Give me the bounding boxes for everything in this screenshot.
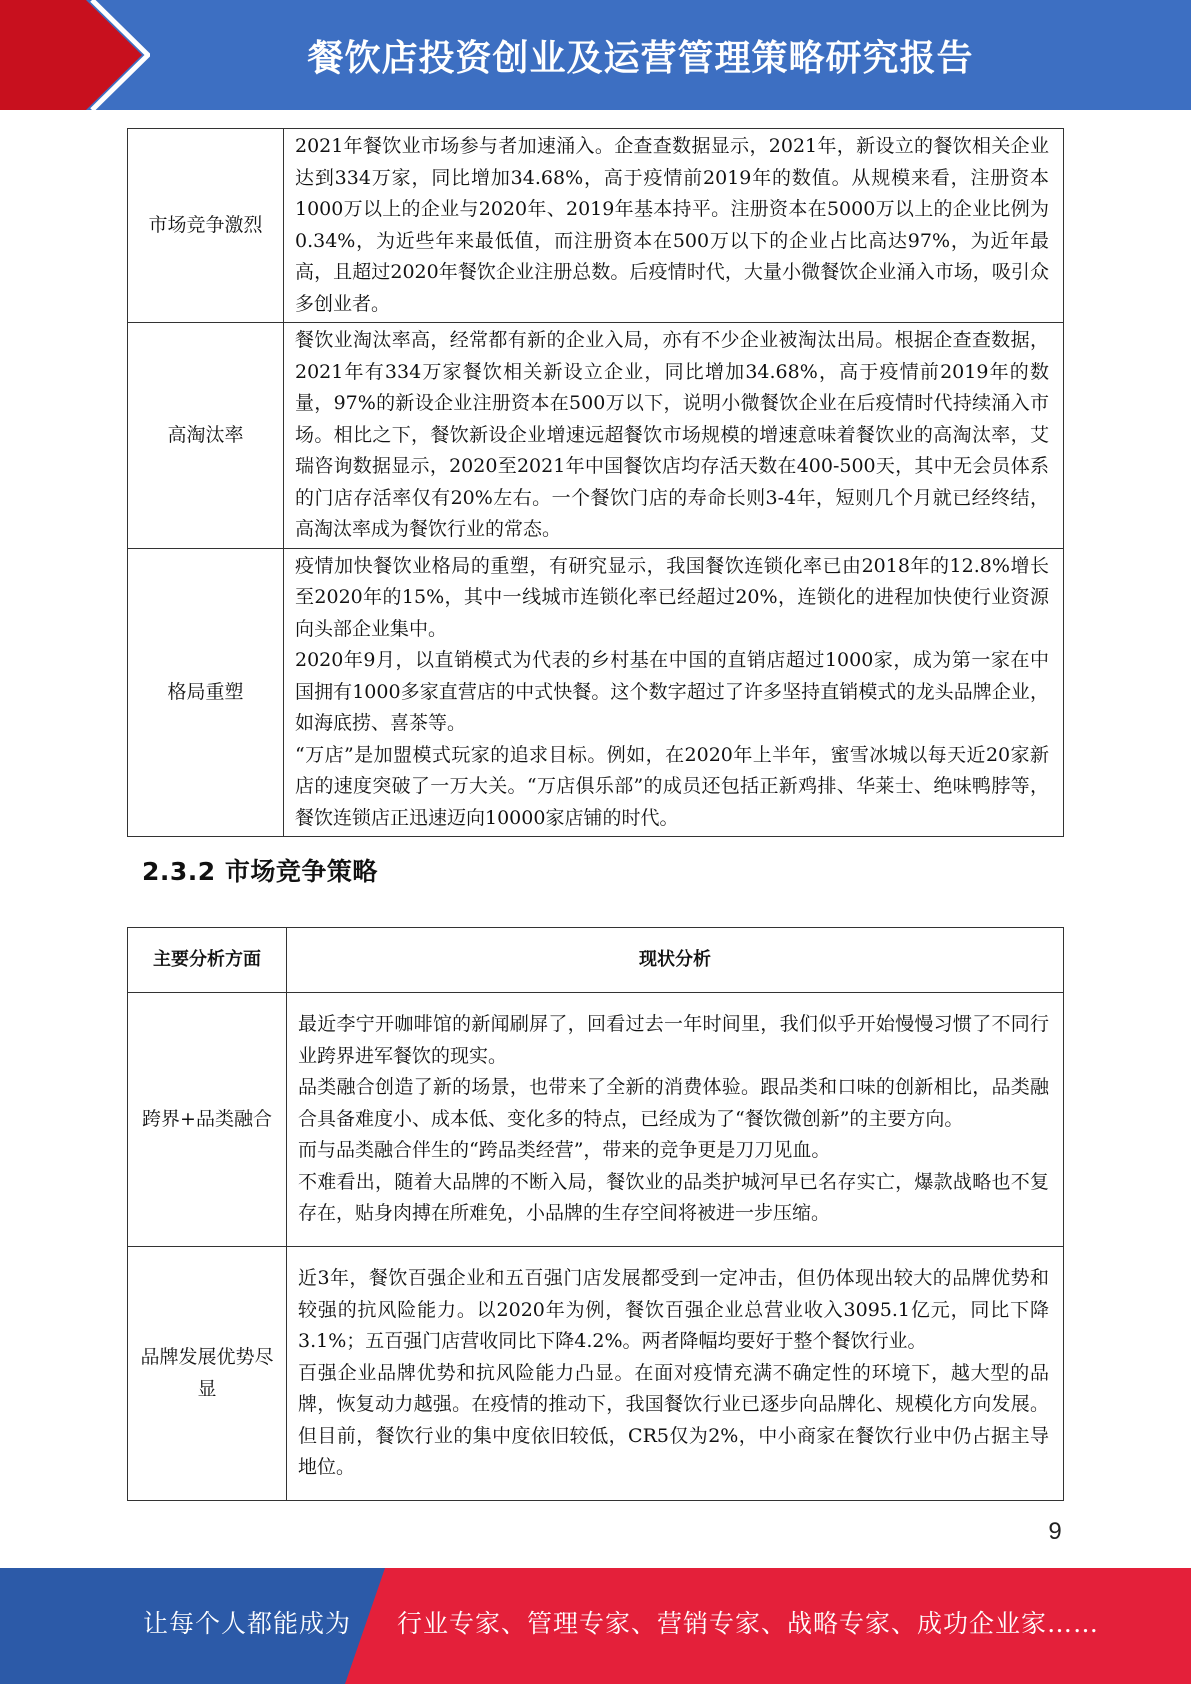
paragraph: 2020年9月，以直销模式为代表的乡村基在中国的直销店超过1000家，成为第一家在中国拥有1000多家直营店的中式快餐。这个数字超过了许多坚持直销模式的龙头品牌企业，如海底捞、喜茶等。 [295, 649, 1049, 734]
paragraph: 而与品类融合伴生的“跨品类经营”，带来的竞争更是刀刀见血。 [298, 1139, 831, 1162]
footer-slogan-right: 行业专家、管理专家、营销专家、战略专家、成功企业家…… [397, 1609, 1100, 1638]
content-cell [284, 548, 1064, 837]
section-heading: 2.3.2 市场竞争策略 [142, 857, 378, 886]
paragraph: 餐饮业淘汰率高，经常都有新的企业入局，亦有不少企业被淘汰出局。根据企查查数据，2021年有334万家餐饮相关新设立企业，同比增加34.68%，高于疫情前2019年的数量，97%的新设企业注册资本在500万以下，说明小微餐饮企业在后疫情时代持续涌入市场。相比之下，餐饮新设企业增速远超餐饮市场规模的增速意味着餐饮业的高淘汰率，艾瑞咨询数据显示，2020至2021年中国餐饮店均存活天数在400-500天，其中无会员体系的门店存活率仅有20%左右。一个餐饮门店的寿命长则3-4年，短则几个月就已经终结，高淘汰率成为餐饮行业的常态。 [295, 329, 1049, 540]
table-row [128, 548, 1064, 837]
report-title: 餐饮店投资创业及运营管理策略研究报告 [307, 37, 974, 79]
table-row [128, 129, 1064, 323]
paragraph: 品类融合创造了新的场景，也带来了全新的消费体验。跟品类和口味的创新相比，品类融合具备难度小、成本低、变化多的特点，已经成为了“餐饮微创新”的主要方向。 [298, 1076, 1049, 1130]
page-number: 9 [1048, 1518, 1062, 1545]
paragraph: “万店”是加盟模式玩家的追求目标。例如，在2020年上半年，蜜雪冰城以每天近20家新店的速度突破了一万大关。“万店俱乐部”的成员还包括正新鸡排、华莱士、绝味鸭脖等，餐饮连锁店正迅速迈向10000家店铺的时代。 [295, 743, 1049, 829]
paragraph: 百强企业品牌优势和抗风险能力凸显。在面对疫情充满不确定性的环境下，越大型的品牌，恢复动力越强。在疫情的推动下，我国餐饮行业已逐步向品牌化、规模化方向发展。但目前，餐饮行业的集中度依旧较低，CR5仅为2%，中小商家在餐饮行业中仍占据主导地位。 [298, 1361, 1049, 1479]
analysis-table-2 [127, 927, 1064, 1501]
aspect-cell: 高淘汰率 [128, 323, 284, 549]
aspect-cell: 跨界+品类融合 [128, 993, 287, 1247]
header-arrow-decoration [0, 0, 150, 110]
table-header-row [128, 928, 1064, 993]
footer-slogan-left: 让每个人都能成为 [143, 1609, 352, 1638]
paragraph: 近3年，餐饮百强企业和五百强门店发展都受到一定冲击，但仍体现出较大的品牌优势和较强的抗风险能力。以2020年为例，餐饮百强企业总营业收入3095.1亿元，同比下降3.1%；五百强门店营收同比下降4.2%。两者降幅均要好于整个餐饮行业。 [298, 1267, 1049, 1353]
analysis-table-1 [127, 128, 1064, 837]
page-footer [0, 1568, 1191, 1684]
content-cell [287, 993, 1064, 1247]
content-cell [287, 1247, 1064, 1501]
aspect-cell: 格局重塑 [128, 548, 284, 837]
table-row [128, 1247, 1064, 1501]
table-row [128, 993, 1064, 1247]
column-header-aspect: 主要分析方面 [128, 928, 287, 993]
content-cell [284, 323, 1064, 549]
aspect-cell: 市场竞争激烈 [128, 129, 284, 323]
page-header [0, 0, 1191, 110]
table-row [128, 323, 1064, 549]
content-cell [284, 129, 1064, 323]
paragraph: 最近李宁开咖啡馆的新闻刷屏了，回看过去一年时间里，我们似乎开始慢慢习惯了不同行业跨界进军餐饮的现实。 [298, 1013, 1049, 1067]
column-header-content: 现状分析 [287, 928, 1064, 993]
paragraph: 不难看出，随着大品牌的不断入局，餐饮业的品类护城河早已名存实亡，爆款战略也不复存在，贴身肉搏在所难免，小品牌的生存空间将被进一步压缩。 [298, 1170, 1049, 1225]
aspect-cell: 品牌发展优势尽显 [128, 1247, 287, 1501]
paragraph: 2021年餐饮业市场参与者加速涌入。企查查数据显示，2021年，新设立的餐饮相关企业达到334万家，同比增加34.68%，高于疫情前2019年的数值。从规模来看，注册资本1000万以上的企业与2020年、2019年基本持平。注册资本在5000万以上的企业比例为0.34%，为近些年来最低值，而注册资本在500万以下的企业占比高达97%，为近年最高，且超过2020年餐饮企业注册总数。后疫情时代，大量小微餐饮企业涌入市场，吸引众多创业者。 [295, 135, 1049, 315]
paragraph: 疫情加快餐饮业格局的重塑，有研究显示，我国餐饮连锁化率已由2018年的12.8%增长至2020年的15%，其中一线城市连锁化率已经超过20%，连锁化的进程加快使行业资源向头部企业集中。 [295, 554, 1049, 640]
